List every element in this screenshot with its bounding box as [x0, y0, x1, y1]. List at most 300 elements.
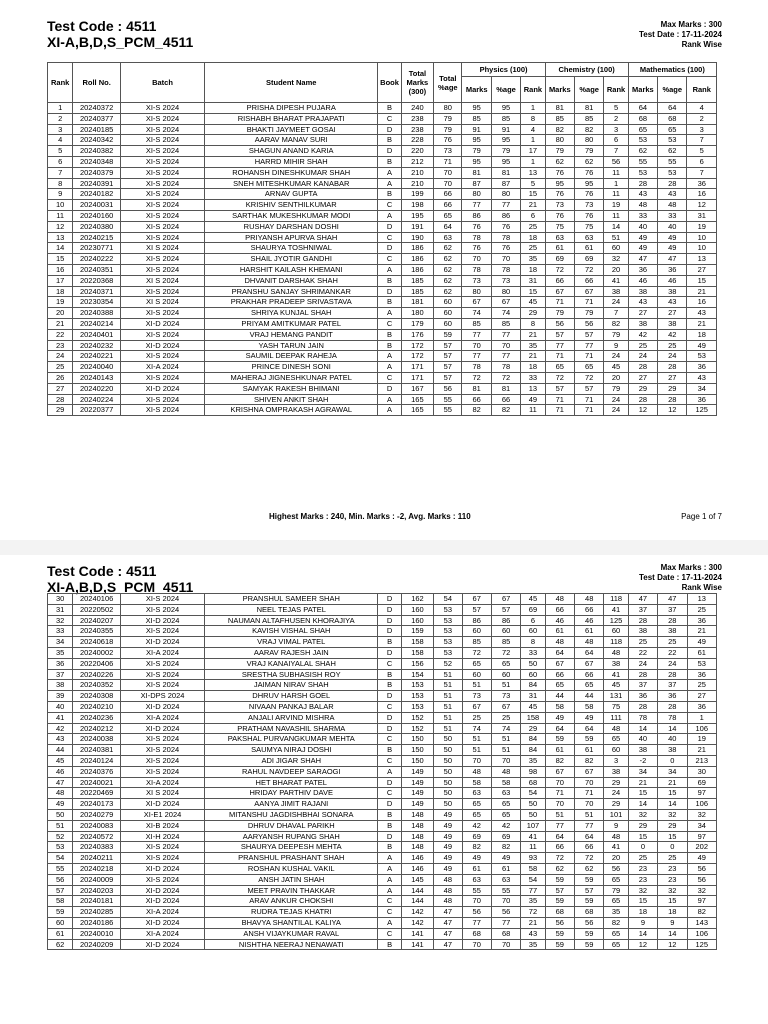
cell-phy-rank: 93 — [521, 853, 545, 864]
cell-phy-pct: 42 — [491, 820, 520, 831]
cell-phy-rank: 6 — [521, 210, 545, 221]
cell-phy-pct: 82 — [491, 842, 520, 853]
cell-student-name: NIVAAN PANKAJ BALAR — [205, 701, 378, 712]
cell-book: A — [378, 874, 401, 885]
cell-chem-marks: 66 — [545, 275, 574, 286]
cell-math-pct: 40 — [658, 734, 687, 745]
cell-roll-no: 20240348 — [73, 156, 121, 167]
cell-book: D — [378, 799, 401, 810]
cell-batch: XI-S 2024 — [120, 745, 204, 756]
cell-chem-rank: 60 — [604, 745, 628, 756]
cell-total-marks: 162 — [401, 594, 433, 605]
cell-math-marks: 40 — [628, 221, 657, 232]
cell-chem-marks: 59 — [545, 939, 574, 950]
cell-chem-rank: 118 — [604, 594, 628, 605]
cell-student-name: DHRUV DHAVAL PARIKH — [205, 820, 378, 831]
cell-rank: 13 — [48, 232, 73, 243]
cell-math-rank: 69 — [687, 777, 717, 788]
cell-math-pct: 43 — [658, 189, 687, 200]
cell-student-name: AANYA JIMIT RAJANI — [205, 799, 378, 810]
cell-phy-rank: 15 — [521, 189, 545, 200]
cell-total-pct: 71 — [434, 156, 462, 167]
cell-math-rank: 53 — [687, 351, 717, 362]
cell-roll-no: 20240221 — [73, 351, 121, 362]
cell-chem-rank: 24 — [604, 788, 628, 799]
cell-rank: 26 — [48, 372, 73, 383]
cell-total-marks: 152 — [401, 712, 433, 723]
cell-book: B — [378, 329, 401, 340]
cell-total-pct: 57 — [434, 351, 462, 362]
batch-title: XI-A,B,D,S_PCM_4511 — [47, 579, 194, 595]
cell-total-marks: 144 — [401, 885, 433, 896]
cell-math-rank: 49 — [687, 340, 717, 351]
page-separator — [0, 540, 768, 555]
cell-math-rank: 36 — [687, 178, 717, 189]
col-phy-marks: Marks — [462, 77, 491, 103]
cell-chem-pct: 49 — [575, 712, 604, 723]
cell-phy-rank: 35 — [521, 896, 545, 907]
cell-batch: XI-S 2024 — [120, 755, 204, 766]
cell-chem-rank: 45 — [604, 362, 628, 373]
cell-total-marks: 150 — [401, 734, 433, 745]
results-table — [47, 593, 717, 950]
cell-chem-pct: 44 — [575, 691, 604, 702]
cell-total-pct: 48 — [434, 885, 462, 896]
cell-phy-pct: 51 — [491, 734, 520, 745]
cell-rank: 5 — [48, 146, 73, 157]
cell-rank: 54 — [48, 853, 73, 864]
cell-chem-pct: 61 — [575, 745, 604, 756]
cell-chem-rank: 48 — [604, 831, 628, 842]
cell-roll-no: 20240226 — [73, 669, 121, 680]
cell-rank: 2 — [48, 113, 73, 124]
cell-chem-pct: 71 — [574, 405, 603, 416]
cell-math-marks: 65 — [628, 124, 657, 135]
cell-math-marks: 53 — [628, 167, 657, 178]
cell-total-pct: 50 — [434, 777, 462, 788]
cell-chem-marks: 77 — [545, 340, 574, 351]
cell-total-pct: 47 — [434, 928, 462, 939]
cell-phy-pct: 25 — [491, 712, 520, 723]
test-code: Test Code : 4511 — [47, 563, 157, 579]
cell-chem-marks: 66 — [545, 604, 574, 615]
cell-student-name: AARAV RAJESH JAIN — [205, 647, 378, 658]
cell-rank: 52 — [48, 831, 73, 842]
cell-math-marks: 18 — [628, 907, 657, 918]
cell-math-pct: 37 — [658, 604, 687, 615]
cell-total-marks: 154 — [401, 669, 433, 680]
cell-math-marks: 27 — [628, 308, 657, 319]
cell-math-marks: 32 — [628, 885, 657, 896]
cell-chem-marks: 57 — [545, 885, 574, 896]
cell-chem-pct: 69 — [574, 254, 603, 265]
cell-book: A — [378, 351, 401, 362]
cell-chem-marks: 64 — [545, 723, 574, 734]
cell-chem-rank: 65 — [604, 896, 628, 907]
cell-batch: XI-S 2024 — [120, 189, 204, 200]
cell-total-pct: 59 — [434, 329, 462, 340]
cell-chem-pct: 75 — [574, 221, 603, 232]
cell-chem-rank: 24 — [604, 394, 628, 405]
cell-phy-rank: 35 — [521, 755, 545, 766]
cell-student-name: NISHTHA NEERAJ NENAWATI — [205, 939, 378, 950]
cell-chem-marks: 79 — [545, 146, 574, 157]
cell-book: B — [378, 103, 401, 114]
cell-chem-pct: 48 — [575, 594, 604, 605]
cell-total-marks: 142 — [401, 917, 433, 928]
cell-roll-no: 20240124 — [73, 755, 121, 766]
cell-math-rank: 30 — [687, 766, 717, 777]
cell-book: C — [378, 734, 401, 745]
cell-batch: XI-S 2024 — [120, 394, 204, 405]
cell-phy-rank: 98 — [521, 766, 545, 777]
cell-phy-marks: 95 — [462, 156, 491, 167]
cell-book: B — [378, 297, 401, 308]
cell-math-rank: 16 — [687, 189, 717, 200]
cell-phy-pct: 82 — [491, 405, 520, 416]
cell-phy-rank: 50 — [521, 799, 545, 810]
cell-student-name: SHAGUN ANAND KARIA — [205, 146, 378, 157]
table-row — [48, 604, 717, 615]
cell-math-pct: 38 — [658, 318, 687, 329]
cell-total-marks: 148 — [401, 820, 433, 831]
cell-chem-pct: 46 — [575, 615, 604, 626]
cell-math-marks: 24 — [628, 658, 657, 669]
cell-batch: XI-S 2024 — [120, 254, 204, 265]
cell-phy-marks: 70 — [462, 254, 491, 265]
cell-chem-pct: 66 — [575, 604, 604, 615]
cell-roll-no: 20240210 — [73, 701, 121, 712]
cell-chem-marks: 62 — [545, 156, 574, 167]
cell-rank: 40 — [48, 701, 73, 712]
cell-math-pct: 38 — [658, 745, 687, 756]
table-row — [48, 308, 717, 319]
batch-title: XI-A,B,D,S_PCM_4511 — [47, 34, 194, 50]
cell-total-marks: 149 — [401, 766, 433, 777]
cell-book: D — [378, 712, 401, 723]
cell-rank: 44 — [48, 745, 73, 756]
table-header — [48, 63, 717, 103]
cell-math-pct: 28 — [658, 669, 687, 680]
cell-total-pct: 55 — [434, 405, 462, 416]
cell-book: D — [378, 286, 401, 297]
table-row — [48, 329, 717, 340]
cell-roll-no: 20240212 — [73, 723, 121, 734]
cell-math-pct: 34 — [658, 766, 687, 777]
cell-phy-marks: 74 — [462, 723, 491, 734]
cell-book: A — [378, 167, 401, 178]
cell-total-pct: 50 — [434, 788, 462, 799]
cell-chem-rank: 41 — [604, 275, 628, 286]
cell-chem-pct: 57 — [574, 383, 603, 394]
cell-phy-pct: 68 — [491, 928, 520, 939]
table-row — [48, 189, 717, 200]
cell-total-marks: 146 — [401, 863, 433, 874]
cell-phy-marks: 76 — [462, 243, 491, 254]
cell-roll-no: 20240355 — [73, 626, 121, 637]
table-row — [48, 340, 717, 351]
table-row — [48, 167, 717, 178]
cell-student-name: NAUMAN ALTAFHUSEN KHORAJIYA — [205, 615, 378, 626]
cell-rank: 27 — [48, 383, 73, 394]
cell-batch: XI-B 2024 — [120, 820, 204, 831]
cell-chem-rank: 48 — [604, 647, 628, 658]
cell-math-pct: 42 — [658, 329, 687, 340]
cell-student-name: SHAURYA DEEPESH MEHTA — [205, 842, 378, 853]
cell-student-name: PRAKHAR PRADEEP SRIVASTAVA — [205, 297, 378, 308]
cell-book: A — [378, 394, 401, 405]
col-physics: Physics (100) — [462, 63, 545, 77]
cell-math-rank: 97 — [687, 831, 717, 842]
cell-math-rank: 143 — [687, 917, 717, 928]
cell-math-rank: 6 — [687, 156, 717, 167]
cell-total-marks: 186 — [401, 243, 433, 254]
cell-book: A — [378, 863, 401, 874]
cell-phy-rank: 49 — [521, 394, 545, 405]
cell-chem-marks: 85 — [545, 113, 574, 124]
cell-book: A — [378, 210, 401, 221]
col-chem-rank: Rank — [604, 77, 628, 103]
cell-total-pct: 50 — [434, 766, 462, 777]
cell-rank: 62 — [48, 939, 73, 950]
cell-chem-rank: 41 — [604, 842, 628, 853]
cell-phy-marks: 56 — [462, 907, 491, 918]
cell-phy-pct: 65 — [491, 809, 520, 820]
cell-rank: 9 — [48, 189, 73, 200]
cell-math-marks: 68 — [628, 113, 657, 124]
cell-math-pct: 27 — [658, 308, 687, 319]
cell-book: C — [378, 907, 401, 918]
table-row — [48, 275, 717, 286]
cell-phy-marks: 66 — [462, 394, 491, 405]
cell-math-pct: 78 — [658, 712, 687, 723]
cell-book: A — [378, 853, 401, 864]
cell-phy-marks: 78 — [462, 264, 491, 275]
table-row — [48, 691, 717, 702]
cell-rank: 19 — [48, 297, 73, 308]
cell-book: D — [378, 383, 401, 394]
cell-total-marks: 238 — [401, 124, 433, 135]
cell-chem-marks: 72 — [545, 853, 574, 864]
cell-total-marks: 148 — [401, 842, 433, 853]
cell-math-marks: 28 — [628, 178, 657, 189]
table-row — [48, 820, 717, 831]
cell-chem-marks: 48 — [545, 594, 574, 605]
cell-chem-pct: 57 — [574, 329, 603, 340]
cell-batch: XI-S 2024 — [120, 680, 204, 691]
cell-chem-rank: 11 — [604, 167, 628, 178]
cell-phy-rank: 84 — [521, 680, 545, 691]
cell-math-rank: 49 — [687, 853, 717, 864]
cell-roll-no: 20220406 — [73, 658, 121, 669]
table-row — [48, 221, 717, 232]
cell-phy-marks: 42 — [462, 820, 491, 831]
cell-total-pct: 53 — [434, 604, 462, 615]
cell-book: D — [378, 831, 401, 842]
cell-book: D — [378, 691, 401, 702]
col-phy-pct: %age — [491, 77, 520, 103]
cell-rank: 50 — [48, 809, 73, 820]
cell-student-name: SHIVEN ANKIT SHAH — [205, 394, 378, 405]
cell-student-name: AARYANSH RUPANG SHAH — [205, 831, 378, 842]
cell-rank: 46 — [48, 766, 73, 777]
cell-chem-rank: 125 — [604, 615, 628, 626]
cell-student-name: PRIYANSH APURVA SHAH — [205, 232, 378, 243]
table-row — [48, 210, 717, 221]
cell-math-marks: 48 — [628, 200, 657, 211]
cell-roll-no: 20240572 — [73, 831, 121, 842]
cell-rank: 55 — [48, 863, 73, 874]
cell-phy-marks: 78 — [462, 362, 491, 373]
cell-total-pct: 51 — [434, 691, 462, 702]
cell-roll-no: 20240143 — [73, 372, 121, 383]
cell-book: B — [378, 669, 401, 680]
cell-student-name: PRISHA DIPESH PUJARA — [205, 103, 378, 114]
cell-chem-rank: 35 — [604, 907, 628, 918]
cell-math-pct: 36 — [658, 264, 687, 275]
table-row — [48, 647, 717, 658]
cell-math-marks: 25 — [628, 340, 657, 351]
cell-math-marks: 33 — [628, 210, 657, 221]
cell-book: B — [378, 189, 401, 200]
cell-phy-marks: 86 — [462, 210, 491, 221]
cell-phy-marks: 77 — [462, 917, 491, 928]
cell-chem-pct: 64 — [575, 723, 604, 734]
table-row — [48, 124, 717, 135]
cell-rank: 12 — [48, 221, 73, 232]
cell-total-pct: 57 — [434, 372, 462, 383]
cell-math-rank: 36 — [687, 701, 717, 712]
cell-chem-pct: 82 — [575, 755, 604, 766]
cell-chem-marks: 70 — [545, 777, 574, 788]
cell-chem-rank: 20 — [604, 853, 628, 864]
cell-book: B — [378, 340, 401, 351]
cell-rank: 43 — [48, 734, 73, 745]
cell-roll-no: 20240236 — [73, 712, 121, 723]
cell-student-name: BHAKTI JAYMEET GOSAI — [205, 124, 378, 135]
table-row — [48, 594, 717, 605]
cell-phy-rank: 11 — [521, 405, 545, 416]
cell-book: A — [378, 308, 401, 319]
cell-chem-marks: 59 — [545, 896, 574, 907]
cell-total-pct: 64 — [434, 221, 462, 232]
cell-total-pct: 60 — [434, 297, 462, 308]
cell-batch: XI-S 2024 — [120, 351, 204, 362]
cell-chem-pct: 51 — [575, 809, 604, 820]
cell-math-marks: 0 — [628, 842, 657, 853]
cell-rank: 53 — [48, 842, 73, 853]
cell-total-pct: 60 — [434, 318, 462, 329]
cell-batch: XI-A 2024 — [120, 712, 204, 723]
col-phy-rank: Rank — [521, 77, 545, 103]
cell-chem-pct: 61 — [574, 243, 603, 254]
table-row — [48, 680, 717, 691]
cell-chem-marks: 79 — [545, 308, 574, 319]
cell-total-marks: 185 — [401, 275, 433, 286]
cell-chem-rank: 11 — [604, 210, 628, 221]
cell-math-marks: 14 — [628, 928, 657, 939]
cell-total-marks: 149 — [401, 788, 433, 799]
cell-total-marks: 186 — [401, 254, 433, 265]
cell-phy-pct: 70 — [491, 896, 520, 907]
table-row — [48, 777, 717, 788]
cell-chem-rank: 20 — [604, 372, 628, 383]
table-row — [48, 712, 717, 723]
cell-batch: XI-S 2024 — [120, 264, 204, 275]
cell-student-name: VRAJ HEMANG PANDIT — [205, 329, 378, 340]
table-row — [48, 626, 717, 637]
cell-total-marks: 171 — [401, 372, 433, 383]
cell-batch: XI-S 2024 — [120, 626, 204, 637]
cell-phy-rank: 1 — [521, 103, 545, 114]
cell-student-name: VRAJ VIMAL PATEL — [205, 637, 378, 648]
cell-math-pct: 28 — [658, 701, 687, 712]
cell-batch: XI-D 2024 — [120, 383, 204, 394]
cell-roll-no: 20240232 — [73, 340, 121, 351]
table-row — [48, 853, 717, 864]
cell-chem-pct: 65 — [575, 680, 604, 691]
cell-phy-marks: 25 — [462, 712, 491, 723]
cell-chem-rank: 65 — [604, 939, 628, 950]
cell-batch: XI-D 2024 — [120, 723, 204, 734]
cell-batch: XI-S 2024 — [120, 308, 204, 319]
cell-math-marks: 40 — [628, 734, 657, 745]
cell-chem-rank: 29 — [604, 799, 628, 810]
cell-chem-rank: 38 — [604, 766, 628, 777]
cell-chem-pct: 72 — [574, 372, 603, 383]
cell-book: B — [378, 637, 401, 648]
cell-batch: XI S 2024 — [120, 243, 204, 254]
cell-phy-pct: 67 — [491, 701, 520, 712]
cell-phy-rank: 60 — [521, 669, 545, 680]
cell-total-pct: 57 — [434, 362, 462, 373]
table-row — [48, 745, 717, 756]
table-row — [48, 113, 717, 124]
cell-total-pct: 51 — [434, 701, 462, 712]
cell-math-marks: 49 — [628, 232, 657, 243]
cell-student-name: DHVANIT DARSHAK SHAH — [205, 275, 378, 286]
cell-total-marks: 148 — [401, 809, 433, 820]
cell-math-rank: 5 — [687, 146, 717, 157]
cell-rank: 25 — [48, 362, 73, 373]
table-row — [48, 362, 717, 373]
cell-math-marks: 64 — [628, 103, 657, 114]
cell-phy-marks: 72 — [462, 647, 491, 658]
cell-math-rank: 21 — [687, 745, 717, 756]
cell-chem-pct: 80 — [574, 135, 603, 146]
table-row — [48, 297, 717, 308]
cell-phy-marks: 72 — [462, 372, 491, 383]
cell-book: B — [378, 939, 401, 950]
cell-chem-pct: 73 — [574, 200, 603, 211]
cell-math-marks: 29 — [628, 383, 657, 394]
cell-phy-rank: 72 — [521, 907, 545, 918]
cell-student-name: SHRIYA KUNJAL SHAH — [205, 308, 378, 319]
cell-roll-no: 20240379 — [73, 167, 121, 178]
cell-rank: 7 — [48, 167, 73, 178]
cell-chem-rank: 79 — [604, 885, 628, 896]
cell-chem-rank: 101 — [604, 809, 628, 820]
cell-student-name: PRATHAM NAVASHIL SHARMA — [205, 723, 378, 734]
cell-math-rank: 36 — [687, 394, 717, 405]
cell-roll-no: 20220502 — [73, 604, 121, 615]
cell-rank: 11 — [48, 210, 73, 221]
cell-roll-no: 20240401 — [73, 329, 121, 340]
cell-rank: 29 — [48, 405, 73, 416]
cell-student-name: RUDRA TEJAS KHATRI — [205, 907, 378, 918]
cell-roll-no: 20240342 — [73, 135, 121, 146]
cell-roll-no: 20240380 — [73, 221, 121, 232]
